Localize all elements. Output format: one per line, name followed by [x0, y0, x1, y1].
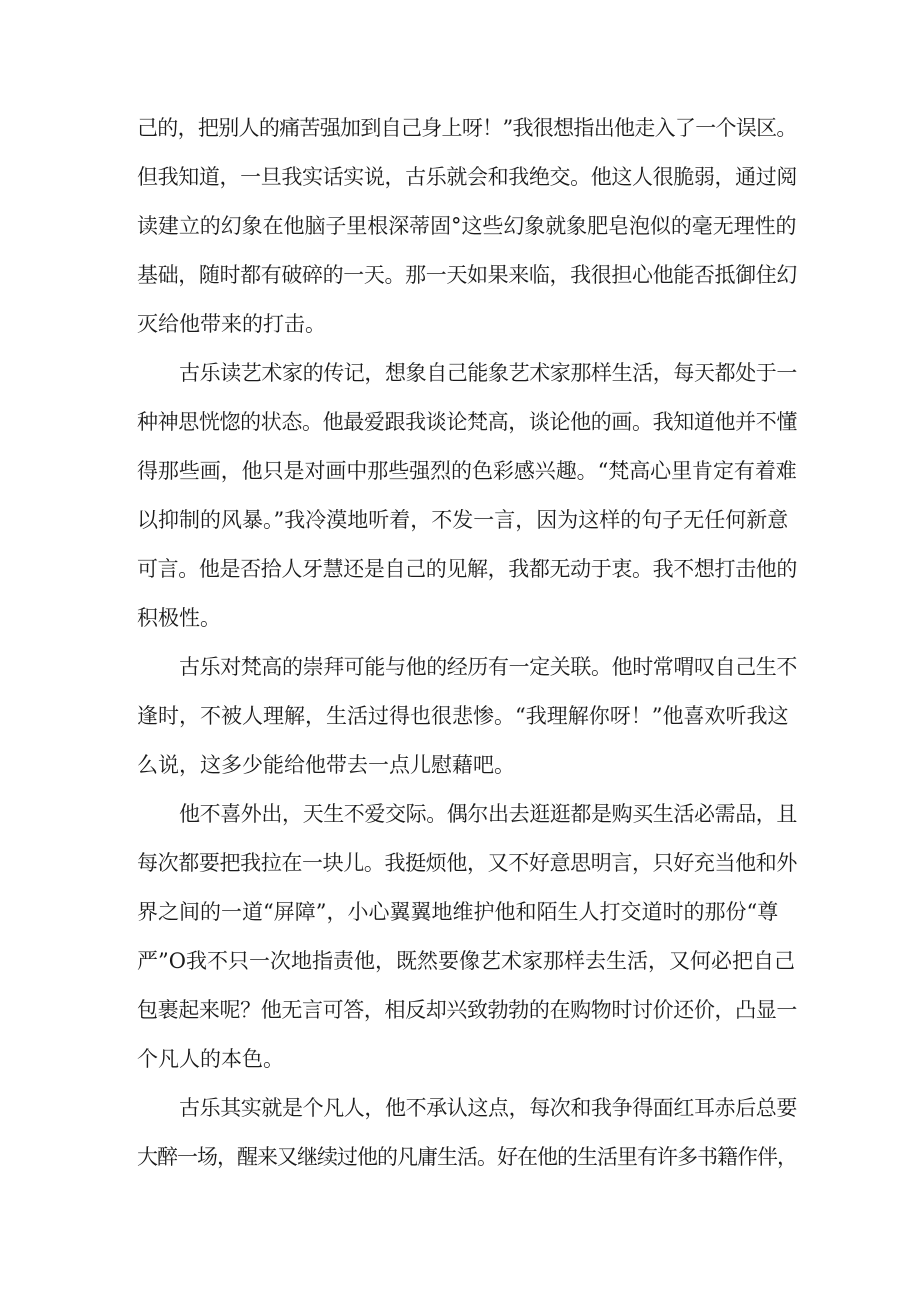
text-line: 古乐对梵高的崇拜可能与他的经历有一定关联。他时常喟叹自己生不	[179, 655, 797, 679]
text-line: 么说，这多少能给他带去一点儿慰藉吧。	[137, 753, 515, 777]
text-line: 严”O我不只一次地指责他，既然要像艺术家那样去生活，又何必把自己	[137, 949, 795, 973]
text-line: 可言。他是否拾人牙慧还是自己的见解，我都无动于衷。我不想打击他的	[137, 557, 797, 581]
document-text	[137, 104, 797, 1182]
text-line: 古乐读艺术家的传记，想象自己能象艺术家那样生活，每天都处于一	[179, 361, 797, 385]
text-line: 读建立的幻象在他脑子里根深蒂固°这些幻象就象肥皂泡似的毫无理性的	[137, 214, 797, 238]
text-line: 以抑制的风暴。”我冷漠地听着，不发一言，因为这样的句子无任何新意	[137, 508, 789, 532]
text-line: 己的，把别人的痛苦强加到自己身上呀！”我很想指出他走入了一个误区。	[137, 116, 797, 140]
text-line: 个凡人的本色。	[137, 1047, 284, 1071]
text-line: 大醉一场，醒来又继续过他的凡庸生活。好在他的生活里有许多书籍作伴，	[137, 1145, 797, 1169]
text-line: 古乐其实就是个凡人，他不承认这点，每次和我争得面红耳赤后总要	[179, 1096, 797, 1120]
text-line: 得那些画，他只是对画中那些强烈的色彩感兴趣。“梵高心里肯定有着难	[137, 459, 797, 483]
text-line: 逢时，不被人理解，生活过得也很悲惨。“我理解你呀！”他喜欢听我这	[137, 704, 789, 728]
text-line: 基础，随时都有破碎的一天。那一天如果来临，我很担心他能否抵御住幻	[137, 263, 797, 287]
text-line: 种神思恍惚的状态。他最爱跟我谈论梵高，谈论他的画。我知道他并不懂	[137, 410, 797, 434]
text-line: 每次都要把我拉在一块儿。我挺烦他，又不好意思明言，只好充当他和外	[137, 851, 797, 875]
text-line: 积极性。	[137, 606, 221, 630]
text-line: 界之间的一道“屏障”，小心翼翼地维护他和陌生人打交道时的那份“尊	[137, 900, 779, 924]
text-line: 灭给他带来的打击。	[137, 312, 326, 336]
text-line: 包裹起来呢？他无言可答，相反却兴致勃勃的在购物时讨价还价，凸显一	[137, 998, 797, 1022]
text-line: 他不喜外出，天生不爱交际。偶尔出去逛逛都是购买生活必需品，且	[179, 802, 797, 826]
text-line: 但我知道，一旦我实话实说，古乐就会和我绝交。他这人很脆弱，通过阅	[137, 165, 797, 189]
